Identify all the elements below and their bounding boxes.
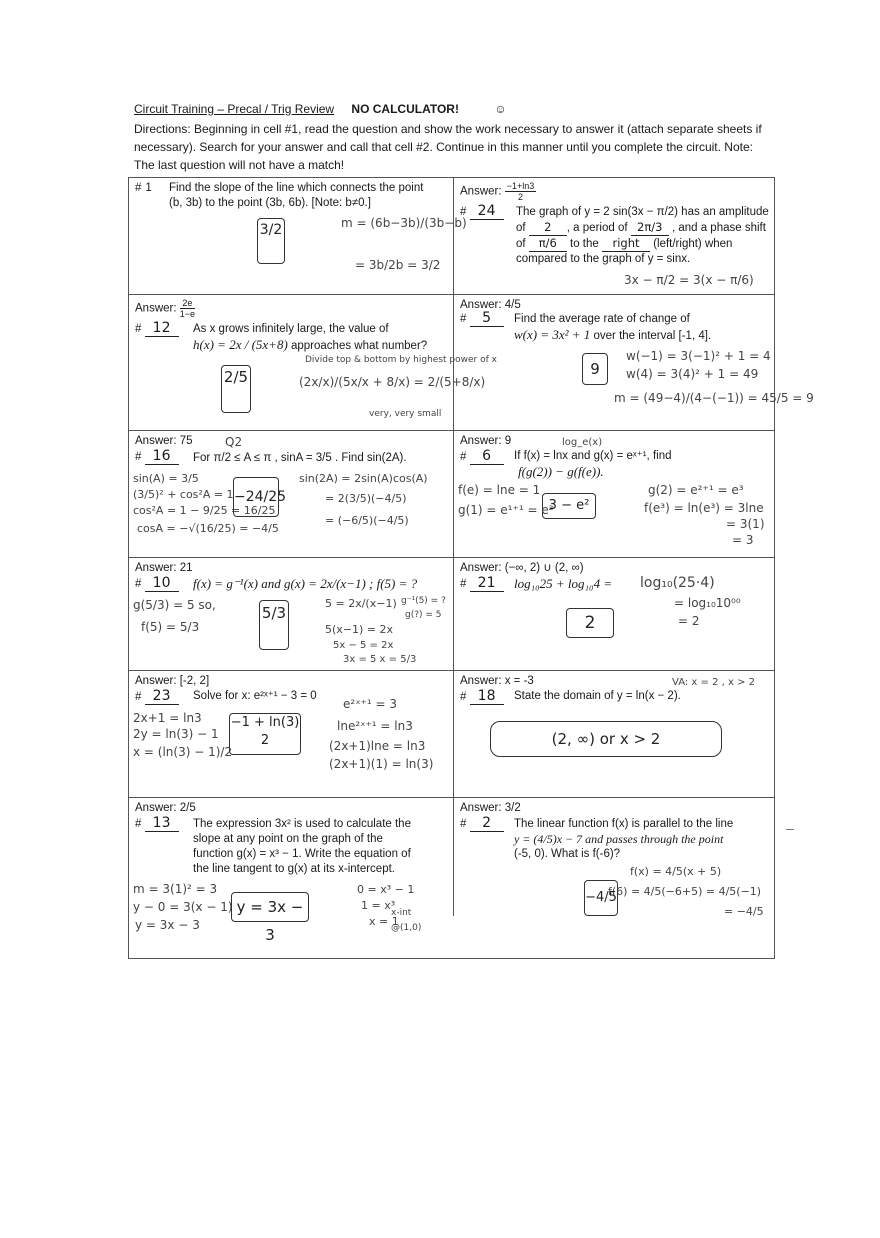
answer-numerator: −1 + ln(3) <box>230 715 300 730</box>
question-text: log₁₀25 + log₁₀4 = <box>514 576 613 591</box>
answer-box: 2 <box>566 608 614 638</box>
answer-box <box>229 713 301 755</box>
cell-4 <box>454 295 814 431</box>
work-line: f(5) = 5/3 <box>141 620 200 634</box>
work-line: = (−6/5)(−4/5) <box>325 514 409 527</box>
work-line: VA: x = 2 , x > 2 <box>672 677 755 688</box>
work-line: sin(A) = 3/5 <box>133 472 199 485</box>
question-text: For π/2 ≤ A ≤ π , sinA = 3/5 . Find sin(2A). <box>193 452 407 464</box>
question-text: Solve for x: e²ˣ⁺¹ − 3 = 0 <box>193 690 317 702</box>
question-text: The graph of y = 2 sin(3x − π/2) has an amplitude of 2 , a period of 2π/3 , and a phase shift of π/6 to the right (left/right) when compared to the graph of y = sinx. <box>516 206 769 265</box>
work-line: 2y = ln(3) − 1 <box>133 727 219 741</box>
answer-box: −4/5 <box>584 880 618 916</box>
question-text: f(x) = g⁻¹(x) and g(x) = 2x/(x−1) ; f(5) = ? <box>193 576 418 591</box>
question-text: If f(x) = lnx and g(x) = eˣ⁺¹, find f(g(2)) − g(f(e)). <box>514 450 672 479</box>
work-line: (2x+1)lne = ln3 <box>329 739 426 753</box>
answer-fraction: $\frac{2e}{1-e}$ <box>179 298 196 319</box>
cell-2 <box>454 178 774 295</box>
answer-label: Answer: 9 <box>460 435 512 447</box>
work-line: x = 1 <box>369 915 399 928</box>
work-line: = −4/5 <box>724 905 764 918</box>
work-line: = 3b/2b = 3/2 <box>355 258 441 272</box>
work-line: 3x = 5 x = 5/3 <box>343 654 417 665</box>
circuit-grid <box>128 177 814 959</box>
work-line: f(e³) = ln(e³) = 3lne <box>644 501 764 515</box>
cell-number: # 1 <box>135 182 152 194</box>
work-line: m = (6b−3b)/(3b−b) <box>341 216 467 230</box>
answer-box: y = 3x − 3 <box>231 892 309 922</box>
work-line: g(2) = e²⁺¹ = e³ <box>648 483 744 497</box>
cell-number: # 5 <box>460 311 504 327</box>
answer-box: 5/3 <box>259 600 289 650</box>
cell-number: # 18 <box>460 689 504 705</box>
answer-box: 2/5 <box>221 365 251 413</box>
work-line: x-int @(1,0) <box>391 908 422 933</box>
work-line: m = (49−4)/(4−(−1)) = 45/5 = 9 <box>614 391 814 405</box>
question-text: The expression 3x² is used to calculate the slope at any point on the graph of the function g(x) = x³ − 1. Write the equation of the line tangent to g(x) at its x-intercept. <box>193 818 411 875</box>
work-line: sin(2A) = 2sin(A)cos(A) <box>299 472 428 485</box>
work-line: = 3 <box>732 533 754 547</box>
work-line: Divide top & bottom by highest power of x <box>305 355 497 365</box>
work-line: f(e) = lne = 1 <box>458 483 541 497</box>
cell-6 <box>454 431 774 558</box>
work-line: = 2(3/5)(−4/5) <box>325 492 407 505</box>
cell-number: # 6 <box>460 449 504 465</box>
work-line: w(−1) = 3(−1)² + 1 = 4 <box>626 349 771 363</box>
smiley-icon: ☺ <box>494 102 507 116</box>
answer-denominator: 2 <box>260 733 270 748</box>
answer-box: −24/25 <box>233 477 279 517</box>
answer-box: (2, ∞) or x > 2 <box>490 721 722 757</box>
answer-label: Answer: [-2, 2] <box>135 675 210 687</box>
work-line: 1 = x³ <box>361 899 396 912</box>
no-calculator-label: NO CALCULATOR! <box>351 102 459 116</box>
answer-box: 3 − e² <box>542 493 596 519</box>
work-line: w(4) = 3(4)² + 1 = 49 <box>626 367 759 381</box>
worksheet-title: Circuit Training – Precal / Trig Review <box>134 102 335 116</box>
work-line: (2x+1)(1) = ln(3) <box>329 757 434 771</box>
cell-number: # 13 <box>135 816 179 832</box>
answer-label: Answer: $\frac{-1+\ln 3}{2}$ <box>460 181 535 202</box>
work-line: cos²A = 1 − 9/25 = 16/25 <box>133 504 276 517</box>
cell-number: # 21 <box>460 576 504 592</box>
cell-number: # 24 <box>460 204 504 220</box>
work-line: g(?) = 5 <box>405 610 442 620</box>
work-line: very, very small <box>369 409 442 419</box>
work-line: 2x+1 = ln3 <box>133 711 202 725</box>
work-line: y − 0 = 3(x − 1) <box>133 900 233 914</box>
work-line: Q2 <box>225 435 243 449</box>
answer-label: Answer: $\frac{2e}{1-e}$ <box>135 298 196 319</box>
work-line: 3x − π/2 = 3(x − π/6) <box>624 273 754 287</box>
cell-number: # 16 <box>135 449 179 465</box>
cell-number: # 12 <box>135 321 179 337</box>
cell-10 <box>454 671 774 798</box>
cell-1 <box>129 178 467 295</box>
work-line: 5(x−1) = 2x <box>325 623 394 636</box>
question-text: The linear function f(x) is parallel to the line y = (4/5)x − 7 and passes through the point (-5, 0). What is f(-6)? <box>514 818 734 860</box>
cell-7 <box>129 558 454 671</box>
answer-label: Answer: (−∞, 2) ∪ (2, ∞) <box>460 562 584 574</box>
cell-5 <box>129 431 454 558</box>
work-line: = 2 <box>678 614 700 628</box>
page-mark <box>786 829 794 830</box>
cell-12 <box>454 798 774 916</box>
work-line: g(1) = e¹⁺¹ = e² <box>458 503 554 517</box>
directions-text: Directions: Beginning in cell #1, read the question and show the work necessary to answer it (attach separate sheets if necessary). Search for your answer and call that cell #2. Continue in this manner until you complete the circuit. Note: The last question will not have a match! <box>134 122 762 172</box>
work-line: = log₁₀10⁰⁰ <box>674 596 741 610</box>
work-line: m = 3(1)² = 3 <box>133 882 218 896</box>
cell-8 <box>454 558 774 671</box>
work-line: 0 = x³ − 1 <box>357 883 415 896</box>
question-text: As x grows infinitely large, the value of h(x) = 2x / (5x+8) approaches what number? <box>193 323 428 352</box>
answer-label: Answer: x = -3 <box>460 675 534 687</box>
cell-9 <box>129 671 454 798</box>
work-line: log_e(x) <box>562 437 603 448</box>
work-line: log₁₀(25·4) <box>640 575 715 591</box>
question-text: State the domain of y = ln(x − 2). <box>514 690 681 702</box>
work-line: x = (ln(3) − 1)/2 <box>133 745 233 759</box>
answer-label: Answer: 75 <box>135 435 193 447</box>
work-line: e²ˣ⁺¹ = 3 <box>343 697 397 711</box>
title-line <box>134 100 764 118</box>
cell-number: # 10 <box>135 576 179 592</box>
cell-11 <box>129 798 454 944</box>
question-text: Find the average rate of change of w(x) = 3x² + 1 over the interval [-1, 4]. <box>514 313 712 342</box>
cell-number: # 2 <box>460 816 504 832</box>
header <box>134 100 764 174</box>
question-text: Find the slope of the line which connects the point (b, 3b) to the point (3b, 6b). [Note: b≠0.] <box>169 182 424 209</box>
work-line: f(x) = 4/5(x + 5) <box>630 865 722 878</box>
work-line: f(6) = 4/5(−6+5) = 4/5(−1) <box>608 885 762 898</box>
work-line: g⁻¹(5) = ? <box>401 596 446 606</box>
work-line: g(5/3) = 5 so, <box>133 598 216 612</box>
work-line: 5 = 2x/(x−1) <box>325 597 397 610</box>
answer-box: 9 <box>582 353 608 385</box>
answer-box: 3/2 <box>257 218 285 264</box>
work-line: cosA = −√(16/25) = −4/5 <box>137 522 279 535</box>
work-line: (3/5)² + cos²A = 1 <box>133 488 234 501</box>
work-line: 5x − 5 = 2x <box>333 640 394 651</box>
work-line: lne²ˣ⁺¹ = ln3 <box>337 719 413 733</box>
work-line: (2x/x)/(5x/x + 8/x) = 2/(5+8/x) <box>299 375 486 389</box>
answer-label: Answer: 3/2 <box>460 802 521 814</box>
answer-fraction: $\frac{-1+\ln 3}{2}$ <box>506 181 535 202</box>
cell-number: # 23 <box>135 689 179 705</box>
answer-label: Answer: 2/5 <box>135 802 196 814</box>
answer-label: Answer: 21 <box>135 562 193 574</box>
answer-label: Answer: 4/5 <box>460 299 521 311</box>
work-line: = 3(1) <box>726 517 765 531</box>
work-line: y = 3x − 3 <box>135 918 200 932</box>
